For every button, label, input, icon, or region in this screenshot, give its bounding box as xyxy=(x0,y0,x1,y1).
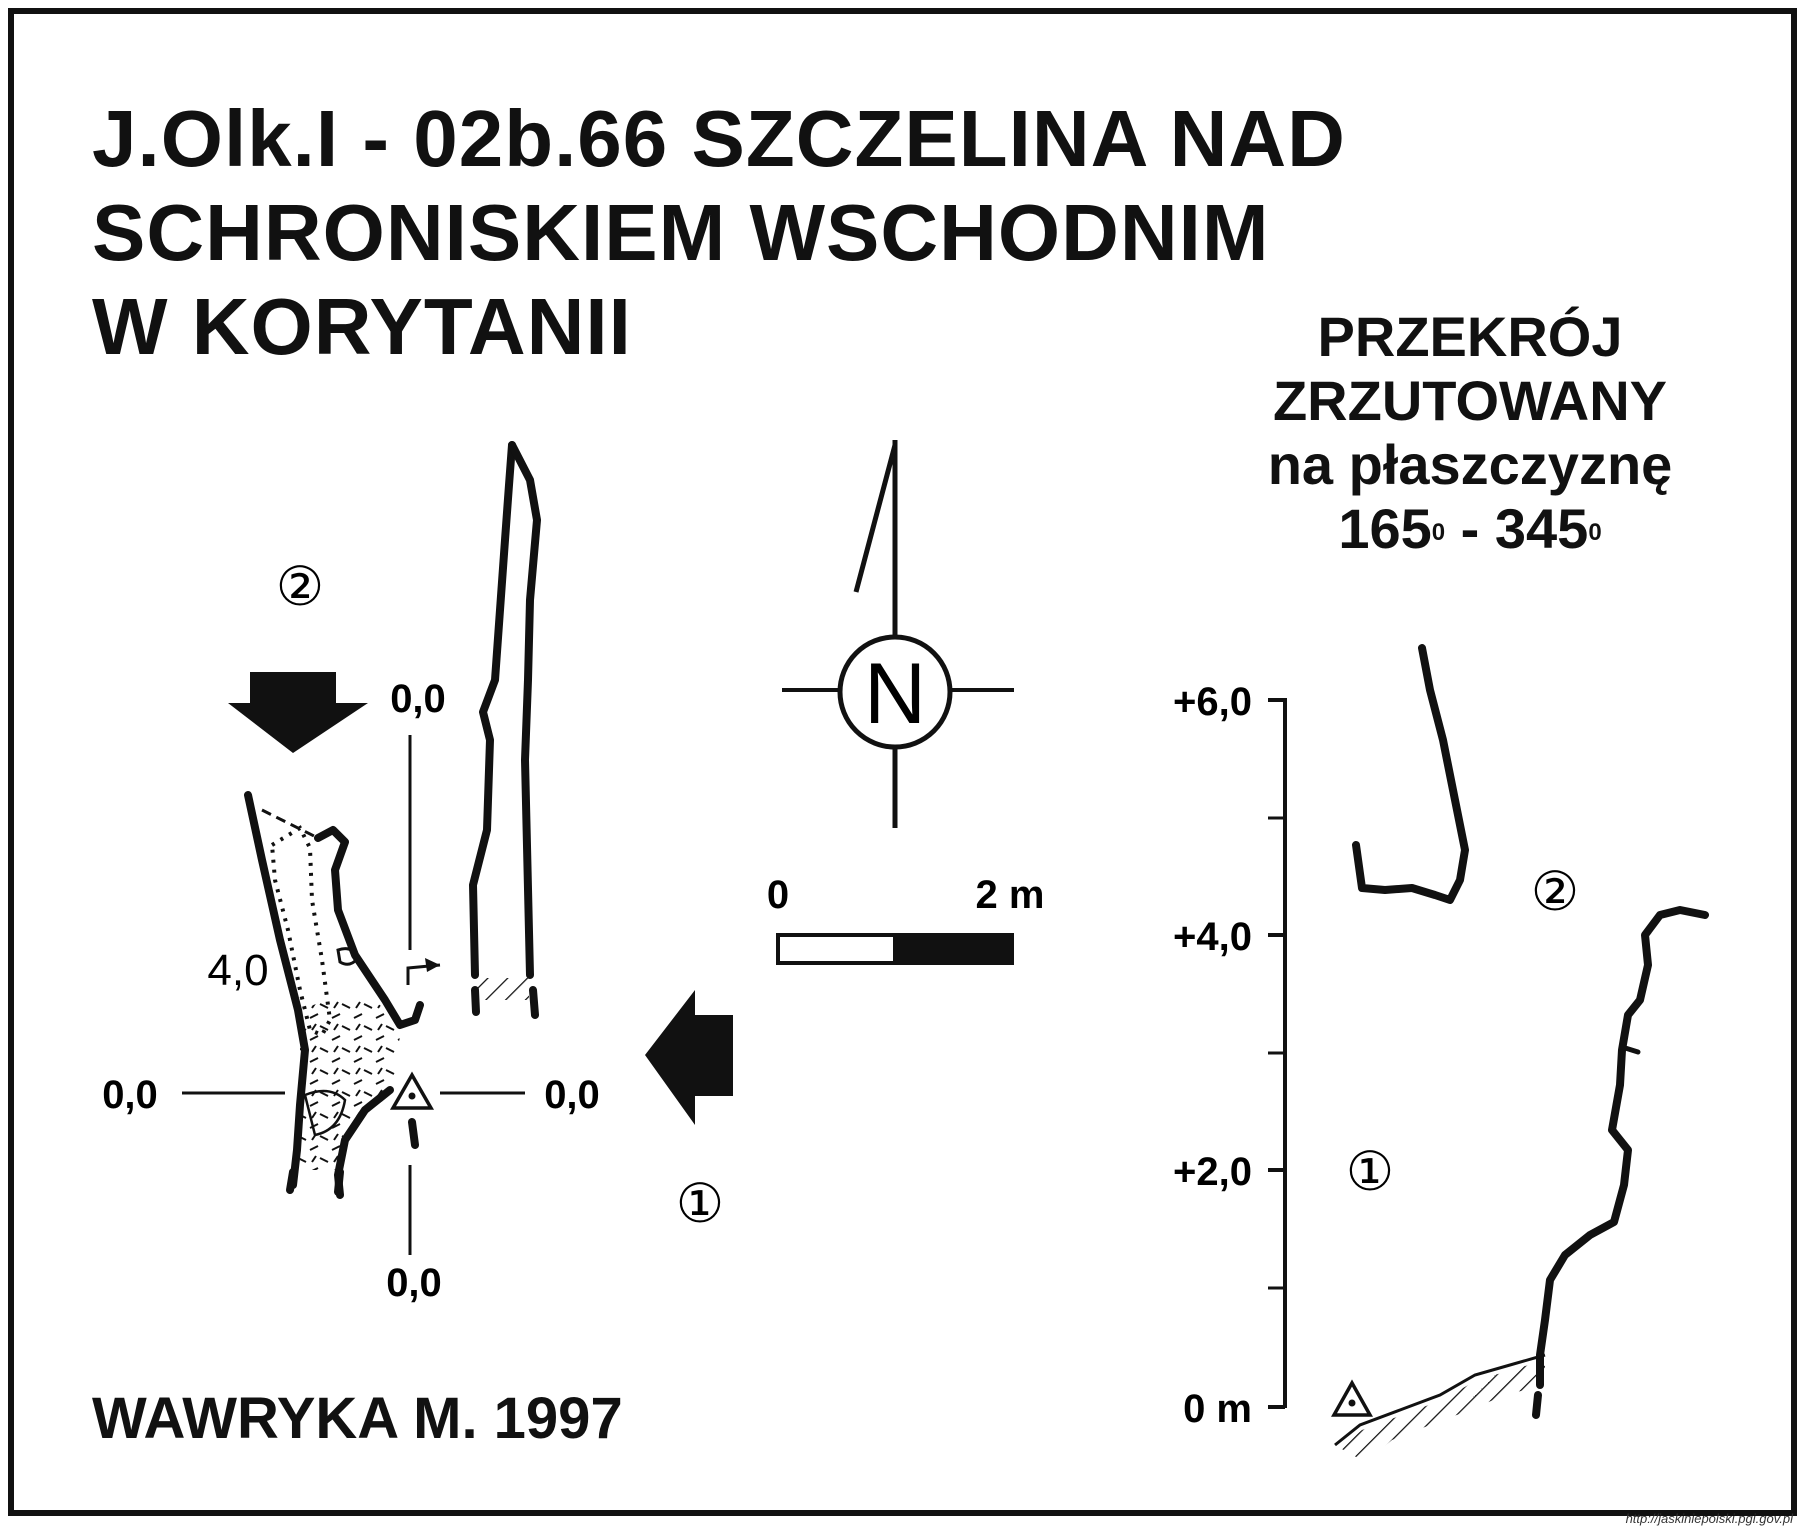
profile-survey-station xyxy=(1334,1383,1370,1415)
profile-wall-end xyxy=(1536,1395,1538,1415)
section-line-1: PRZEKRÓJ xyxy=(1317,305,1623,368)
profile-label-0: 0 m xyxy=(1183,1387,1252,1431)
profile-survey-station-dot xyxy=(1349,1400,1356,1407)
plan-chamber-end-c xyxy=(412,1122,415,1145)
plan-upper-fissure-right-wall xyxy=(512,445,537,975)
plan-chamber-end-b xyxy=(338,1172,340,1192)
plan-upper-fissure-floor xyxy=(477,978,529,1000)
profile-floor-hatch xyxy=(1340,1360,1545,1462)
plan-entrance-1-arrow xyxy=(645,990,733,1125)
angle-to-degree: 0 xyxy=(1588,519,1602,546)
title-line-3: W KORYTANII xyxy=(92,282,632,371)
scale-end-label: 2 m xyxy=(975,873,1045,917)
plan-entrance-1-marker: ① xyxy=(675,1174,725,1234)
angle-separator: - xyxy=(1445,497,1495,560)
section-line-3: na płaszczyznę xyxy=(1267,433,1673,496)
angle-from: 165 xyxy=(1338,497,1432,560)
plan-level-right: 0,0 xyxy=(544,1073,600,1117)
plan-chamber-end-a xyxy=(290,1172,293,1190)
profile-label-4: +4,0 xyxy=(1173,915,1252,959)
profile-entrance-1-marker: ① xyxy=(1345,1142,1395,1202)
plan-direction-flag-head xyxy=(425,958,440,972)
plan-survey-station xyxy=(393,1075,431,1108)
profile-label-2: +2,0 xyxy=(1173,1150,1252,1194)
plan-depth-label: 4,0 xyxy=(207,946,269,995)
scale-bar xyxy=(767,873,1045,963)
profile-upper-passage xyxy=(1356,648,1465,900)
plan-entrance-2-marker: ② xyxy=(275,557,325,617)
author-credit: WAWRYKA M. 1997 xyxy=(92,1386,623,1451)
plan-direction-flag xyxy=(408,965,440,985)
plan-level-top: 0,0 xyxy=(390,677,446,721)
profile-main-wall xyxy=(1540,910,1705,1385)
plan-view xyxy=(102,445,733,1305)
angle-from-degree: 0 xyxy=(1431,519,1446,546)
section-line-2: ZRZUTOWANY xyxy=(1272,369,1668,432)
plan-chamber-right-wall xyxy=(318,830,420,1025)
angle-to: 345 xyxy=(1494,497,1589,560)
plan-chamber-rubble-floor xyxy=(300,995,400,1170)
scale-bar-white-segment xyxy=(778,935,895,963)
plan-upper-fissure-end-right xyxy=(533,990,535,1015)
source-url: http://jaskiniepolski.pgi.gov.pl xyxy=(1625,1511,1793,1526)
north-label: N xyxy=(863,646,927,742)
title-line-2: SCHRONISKIEM WSCHODNIM xyxy=(92,188,1270,277)
profile-entrance-2-marker: ② xyxy=(1530,862,1580,922)
scale-bar-black-segment xyxy=(895,935,1012,963)
profile-view xyxy=(1173,648,1705,1462)
profile-label-6: +6,0 xyxy=(1173,680,1252,724)
title-line-1: J.Olk.I - 02b.66 SZCZELINA NAD xyxy=(92,94,1346,183)
plan-level-left: 0,0 xyxy=(102,1073,158,1117)
plan-entrance-2-arrow xyxy=(228,672,368,753)
north-arrow xyxy=(782,440,1014,828)
plan-upper-fissure-end-left xyxy=(475,990,476,1012)
north-arrow-barb xyxy=(856,445,895,592)
plan-level-bottom: 0,0 xyxy=(386,1261,442,1305)
plan-upper-fissure-left-wall xyxy=(473,445,512,975)
plan-survey-station-dot xyxy=(409,1093,416,1100)
scale-start-label: 0 xyxy=(766,873,790,917)
